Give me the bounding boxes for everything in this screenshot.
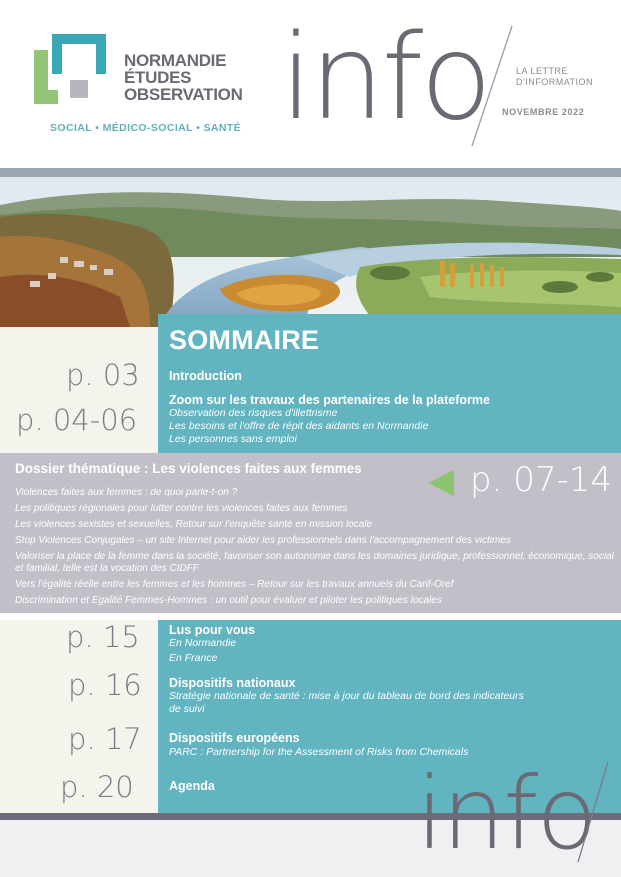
header-divider <box>0 168 621 177</box>
europeens-item[interactable]: PARC : Partnership for the Assessment of Risks from Chemicals <box>169 746 469 758</box>
lus-item[interactable]: En Normandie <box>169 637 237 649</box>
zoom-item[interactable]: Les personnes sans emploi <box>169 433 297 445</box>
org-name-line2: ÉTUDES <box>124 68 192 87</box>
sommaire-title: SOMMAIRE <box>169 325 320 355</box>
org-name-line3: OBSERVATION <box>124 85 243 104</box>
page-number-agenda: p. 20 <box>60 770 134 804</box>
dossier-item[interactable]: Valoriser la place de la femme dans la société, favoriser son autonomie dans les domaines juridique, professionnel, économique, social et familial, telle est la vocation des CIDFF <box>15 551 614 574</box>
dossier-item[interactable]: Violences faites aux femmes : de quoi parle-t-on ? <box>15 487 238 498</box>
page-number-intro: p. 03 <box>66 358 140 392</box>
neo-logo-icon <box>34 34 108 106</box>
lus-item[interactable]: En France <box>169 652 218 664</box>
masthead-title: info <box>280 8 490 146</box>
entry-dispositifs-nationaux[interactable]: Dispositifs nationaux <box>169 676 296 690</box>
header <box>0 0 621 170</box>
entry-lus-pour-vous[interactable]: Lus pour vous <box>169 623 256 637</box>
entry-introduction[interactable]: Introduction <box>169 369 242 383</box>
nationaux-item-line1[interactable]: Stratégie nationale de santé : mise à jour du tableau de bord des indicateurs <box>169 690 524 702</box>
org-name <box>124 52 243 103</box>
zoom-item[interactable]: Les besoins et l'offre de répit des aidants en Normandie <box>169 420 429 432</box>
slash-decoration-icon <box>462 24 522 148</box>
page-number-europeens: p. 17 <box>68 722 142 756</box>
slash-decoration-icon <box>574 760 612 864</box>
zoom-item[interactable]: Observation des risques d'illettrisme <box>169 407 338 419</box>
dossier-item[interactable]: Discrimination et Egalité Femmes-Hommes : un outil pour évaluer et piloter les politiques locales <box>15 595 442 606</box>
org-tagline: SOCIAL • MÉDICO-SOCIAL • SANTÉ <box>50 122 242 134</box>
footer-title: info <box>416 755 596 872</box>
entry-dispositifs-europeens[interactable]: Dispositifs européens <box>169 731 300 745</box>
issue-date: NOVEMBRE 2022 <box>502 107 585 117</box>
dossier-item[interactable]: Stop Violences Conjugales – un site Internet pour aider les professionnels dans l'accompagnement des victimes <box>15 535 511 546</box>
page-number-nationaux: p. 16 <box>68 668 142 702</box>
org-name-line1: NORMANDIE <box>124 51 227 70</box>
dossier-page-number: p. 07-14 <box>470 460 612 500</box>
dossier-item[interactable]: Les politiques régionales pour lutter contre les violences faites aux femmes <box>15 503 348 514</box>
landscape-photo <box>0 177 621 327</box>
nationaux-item-line2[interactable]: de suivi <box>169 703 205 715</box>
entry-agenda[interactable]: Agenda <box>169 779 215 793</box>
newsletter-label <box>516 66 593 88</box>
dossier-item[interactable]: Les violences sexistes et sexuelles, Retour sur l'enquête santé en mission locale <box>15 519 373 530</box>
entry-zoom[interactable]: Zoom sur les travaux des partenaires de la plateforme <box>169 393 490 407</box>
page-number-zoom: p. 04-06 <box>16 403 138 437</box>
newsletter-label-line1: LA LETTRE <box>516 66 569 76</box>
dossier-title[interactable]: Dossier thématique : Les violences faites aux femmes <box>15 461 362 476</box>
page-number-lus: p. 15 <box>66 620 140 654</box>
newsletter-label-line2: D'INFORMATION <box>516 77 594 87</box>
dossier-item[interactable]: Vers l'égalité réelle entre les femmes et les hommes – Retour sur les travaux annuels du Carif-Oref <box>15 579 454 590</box>
